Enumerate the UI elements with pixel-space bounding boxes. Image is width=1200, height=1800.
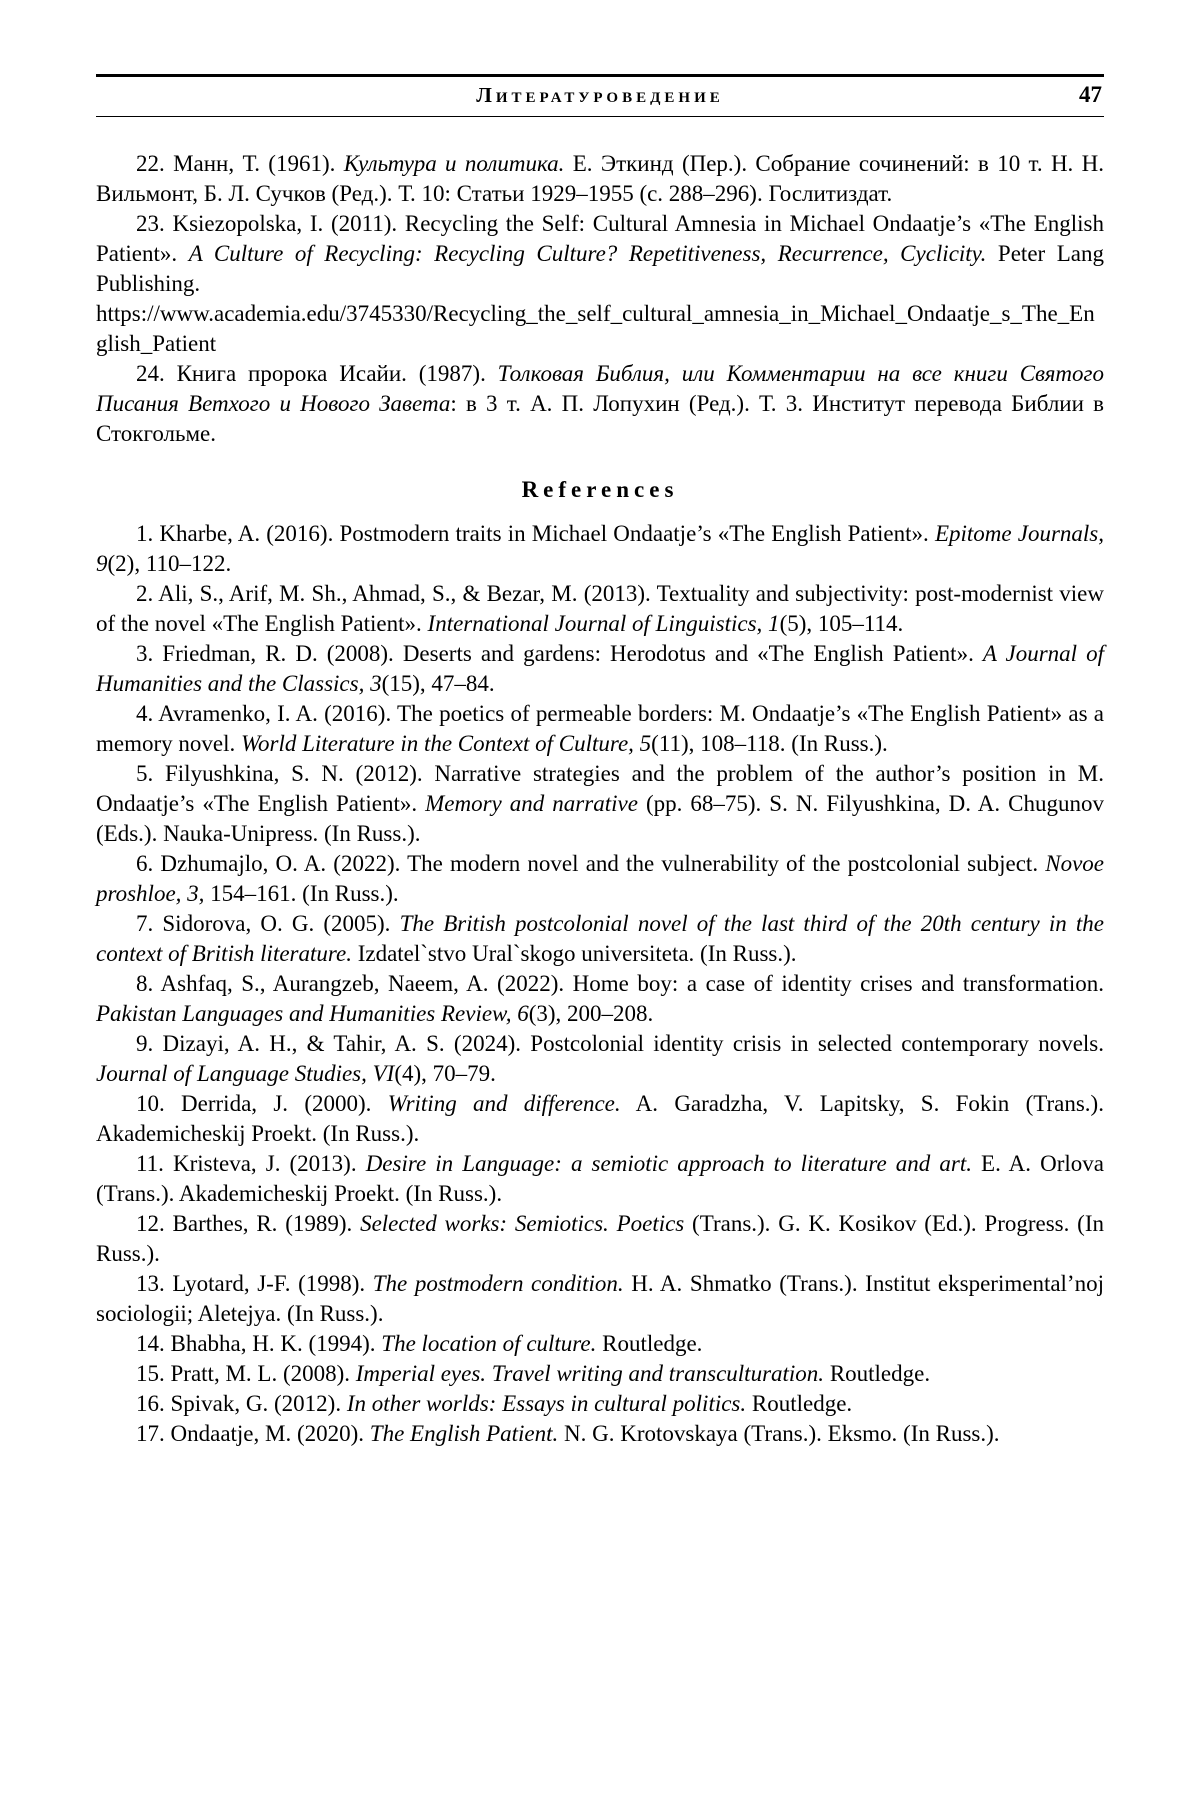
reference-text: Peter Lang Publishing. https://www.academia.edu/3745330/Recycling_the_self_cultural_amnesia_in_Michael_Ondaatje_s_The_English_Patient [96, 241, 1104, 356]
reference-text: (Trans.). G. K. Kosikov (Ed.). Progress. (In Russ.). [96, 1211, 1104, 1266]
reference-italic-text: The English Patient. [369, 1421, 559, 1446]
reference-italic-text: Imperial eyes. Travel writing and transculturation. [355, 1361, 825, 1386]
reference-item [96, 699, 1104, 759]
reference-text: N. G. Krotovskaya (Trans.). Eksmo. (In Russ.). [558, 1421, 1000, 1446]
reference-text: Izdatel`stvo Ural`skogo universiteta. (In Russ.). [351, 941, 797, 966]
reference-text: 4. Avramenko, I. A. (2016). The poetics of permeable borders: M. Ondaatje’s «The English Patient» as a memory novel. [96, 701, 1104, 756]
reference-text: 22. Манн, Т. (1961). [136, 151, 344, 176]
reference-item [96, 579, 1104, 639]
header-bottom-rule [96, 116, 1104, 117]
reference-item [96, 149, 1104, 209]
reference-text: 15. Pratt, M. L. (2008). [136, 1361, 356, 1386]
reference-text: 12. Barthes, R. (1989). [136, 1211, 361, 1236]
reference-item [96, 759, 1104, 849]
reference-text: 16. Spivak, G. (2012). [136, 1391, 347, 1416]
reference-item [96, 1329, 1104, 1359]
reference-text: E. A. Orlova (Trans.). Akademicheskij Proekt. (In Russ.). [96, 1151, 1104, 1206]
reference-item [96, 909, 1104, 969]
reference-item [96, 1389, 1104, 1419]
reference-text: 11. Kristeva, J. (2013). [136, 1151, 366, 1176]
reference-item [96, 1419, 1104, 1449]
reference-text: (pp. 68–75). S. N. Filyushkina, D. A. Chugunov (Eds.). Nauka-Unipress. (In Russ.). [96, 791, 1104, 846]
reference-text: 8. Ashfaq, S., Aurangzeb, Naeem, A. (2022). Home boy: a case of identity crises and transformation. [136, 971, 1104, 996]
reference-item [96, 519, 1104, 579]
bibliography-continued-list [96, 149, 1104, 449]
reference-italic-text: Writing and difference. [387, 1091, 621, 1116]
reference-text: 7. Sidorova, O. G. (2005). [136, 911, 400, 936]
reference-italic-text: Novoe proshloe, 3, [96, 851, 1104, 906]
reference-italic-text: A Culture of Recycling: Recycling Culture? Repetitiveness, Recurrence, Cyclicity. [188, 241, 987, 266]
reference-text: Routledge. [746, 1391, 853, 1416]
reference-text: 23. Ksiezopolska, I. (2011). Recycling the Self: Cultural Amnesia in Michael Ondaatje’s «The English Patient». [96, 211, 1104, 266]
reference-text: A. Garadzha, V. Lapitsky, S. Fokin (Trans.). Akademicheskij Proekt. (In Russ.). [96, 1091, 1104, 1146]
reference-text: 9. Dizayi, A. H., & Tahir, A. S. (2024). Postcolonial identity crisis in selected contemporary novels. [136, 1031, 1104, 1056]
reference-item [96, 969, 1104, 1029]
reference-text: (11), 108–118. (In Russ.). [651, 731, 888, 756]
reference-text: 1. Kharbe, A. (2016). Postmodern traits in Michael Ondaatje’s «The English Patient». [136, 521, 935, 546]
reference-italic-text: The postmodern condition. [372, 1271, 624, 1296]
references-list [96, 519, 1104, 1449]
reference-text: 24. Книга пророка Исайи. (1987). [136, 361, 498, 386]
reference-item [96, 1149, 1104, 1209]
reference-text: 13. Lyotard, J-F. (1998). [136, 1271, 373, 1296]
reference-italic-text: Толковая Библия, или Комментарии на все книги Святого Писания Ветхого и Нового Завета [96, 361, 1104, 416]
reference-text: H. A. Shmatko (Trans.). Institut eksperimental’noj sociologii; Aletejya. (In Russ.). [96, 1271, 1104, 1326]
reference-italic-text: In other worlds: Essays in cultural politics. [346, 1391, 747, 1416]
reference-item [96, 1089, 1104, 1149]
reference-text: Routledge. [596, 1331, 703, 1356]
reference-text: (2), 110–122. [107, 551, 232, 576]
reference-text: : в 3 т. А. П. Лопухин (Ред.). Т. 3. Институт перевода Библии в Стокгольме. [96, 391, 1104, 446]
reference-text: 6. Dzhumajlo, O. A. (2022). The modern novel and the vulnerability of the postcolonial subject. [136, 851, 1046, 876]
page-body [96, 149, 1104, 1449]
reference-italic-text: The British postcolonial novel of the last third of the 20th century in the context of British literature. [96, 911, 1104, 966]
reference-text: 2. Ali, S., Arif, M. Sh., Ahmad, S., & Bezar, M. (2013). Textuality and subjectivity: post-modernist view of the novel «The English Patient». [96, 581, 1104, 636]
reference-item [96, 849, 1104, 909]
reference-italic-text: Desire in Language: a semiotic approach to literature and art. [365, 1151, 972, 1176]
reference-italic-text: International Journal of Linguistics, 1 [427, 611, 780, 636]
reference-italic-text: The location of culture. [381, 1331, 597, 1356]
reference-text: 17. Ondaatje, M. (2020). [136, 1421, 370, 1446]
reference-item [96, 359, 1104, 449]
reference-italic-text: Культура и политика. [343, 151, 565, 176]
reference-text: 14. Bhabha, H. K. (1994). [136, 1331, 382, 1356]
reference-text: Routledge. [824, 1361, 931, 1386]
reference-text: 10. Derrida, J. (2000). [136, 1091, 388, 1116]
reference-item [96, 209, 1104, 359]
page-number: 47 [1079, 82, 1102, 107]
reference-item [96, 1269, 1104, 1329]
reference-italic-text: Selected works: Semiotics. Poetics [360, 1211, 685, 1236]
running-title: Литературоведение [476, 83, 724, 107]
reference-text: 3. Friedman, R. D. (2008). Deserts and gardens: Herodotus and «The English Patient». [136, 641, 983, 666]
reference-item [96, 1029, 1104, 1089]
page-header [96, 74, 1104, 117]
reference-text: (4), 70–79. [394, 1061, 496, 1086]
header-row [96, 77, 1104, 116]
reference-italic-text: Pakistan Languages and Humanities Review, 6 [96, 1001, 529, 1026]
references-heading: References [521, 477, 679, 502]
reference-item [96, 639, 1104, 699]
reference-text: 5. Filyushkina, S. N. (2012). Narrative strategies and the problem of the author’s position in M. Ondaatje’s «The English Patient». [96, 761, 1104, 816]
reference-text: Е. Эткинд (Пер.). Собрание сочинений: в 10 т. Н. Н. Вильмонт, Б. Л. Сучков (Ред.). Т. 10: Статьи 1929–1955 (с. 288–296). Гослитиздат. [96, 151, 1105, 206]
reference-text: (5), 105–114. [779, 611, 904, 636]
reference-text: (3), 200–208. [528, 1001, 654, 1026]
reference-item [96, 1209, 1104, 1269]
reference-text: 154–161. (In Russ.). [204, 881, 399, 906]
reference-italic-text: World Literature in the Context of Culture, 5 [241, 731, 652, 756]
reference-item [96, 1359, 1104, 1389]
reference-italic-text: Memory and narrative [425, 791, 638, 816]
reference-italic-text: Epitome Journals, 9 [96, 521, 1104, 576]
reference-italic-text: Journal of Language Studies, VI [96, 1061, 395, 1086]
reference-text: (15), 47–84. [381, 671, 495, 696]
reference-italic-text: A Journal of Humanities and the Classics, 3 [96, 641, 1104, 696]
